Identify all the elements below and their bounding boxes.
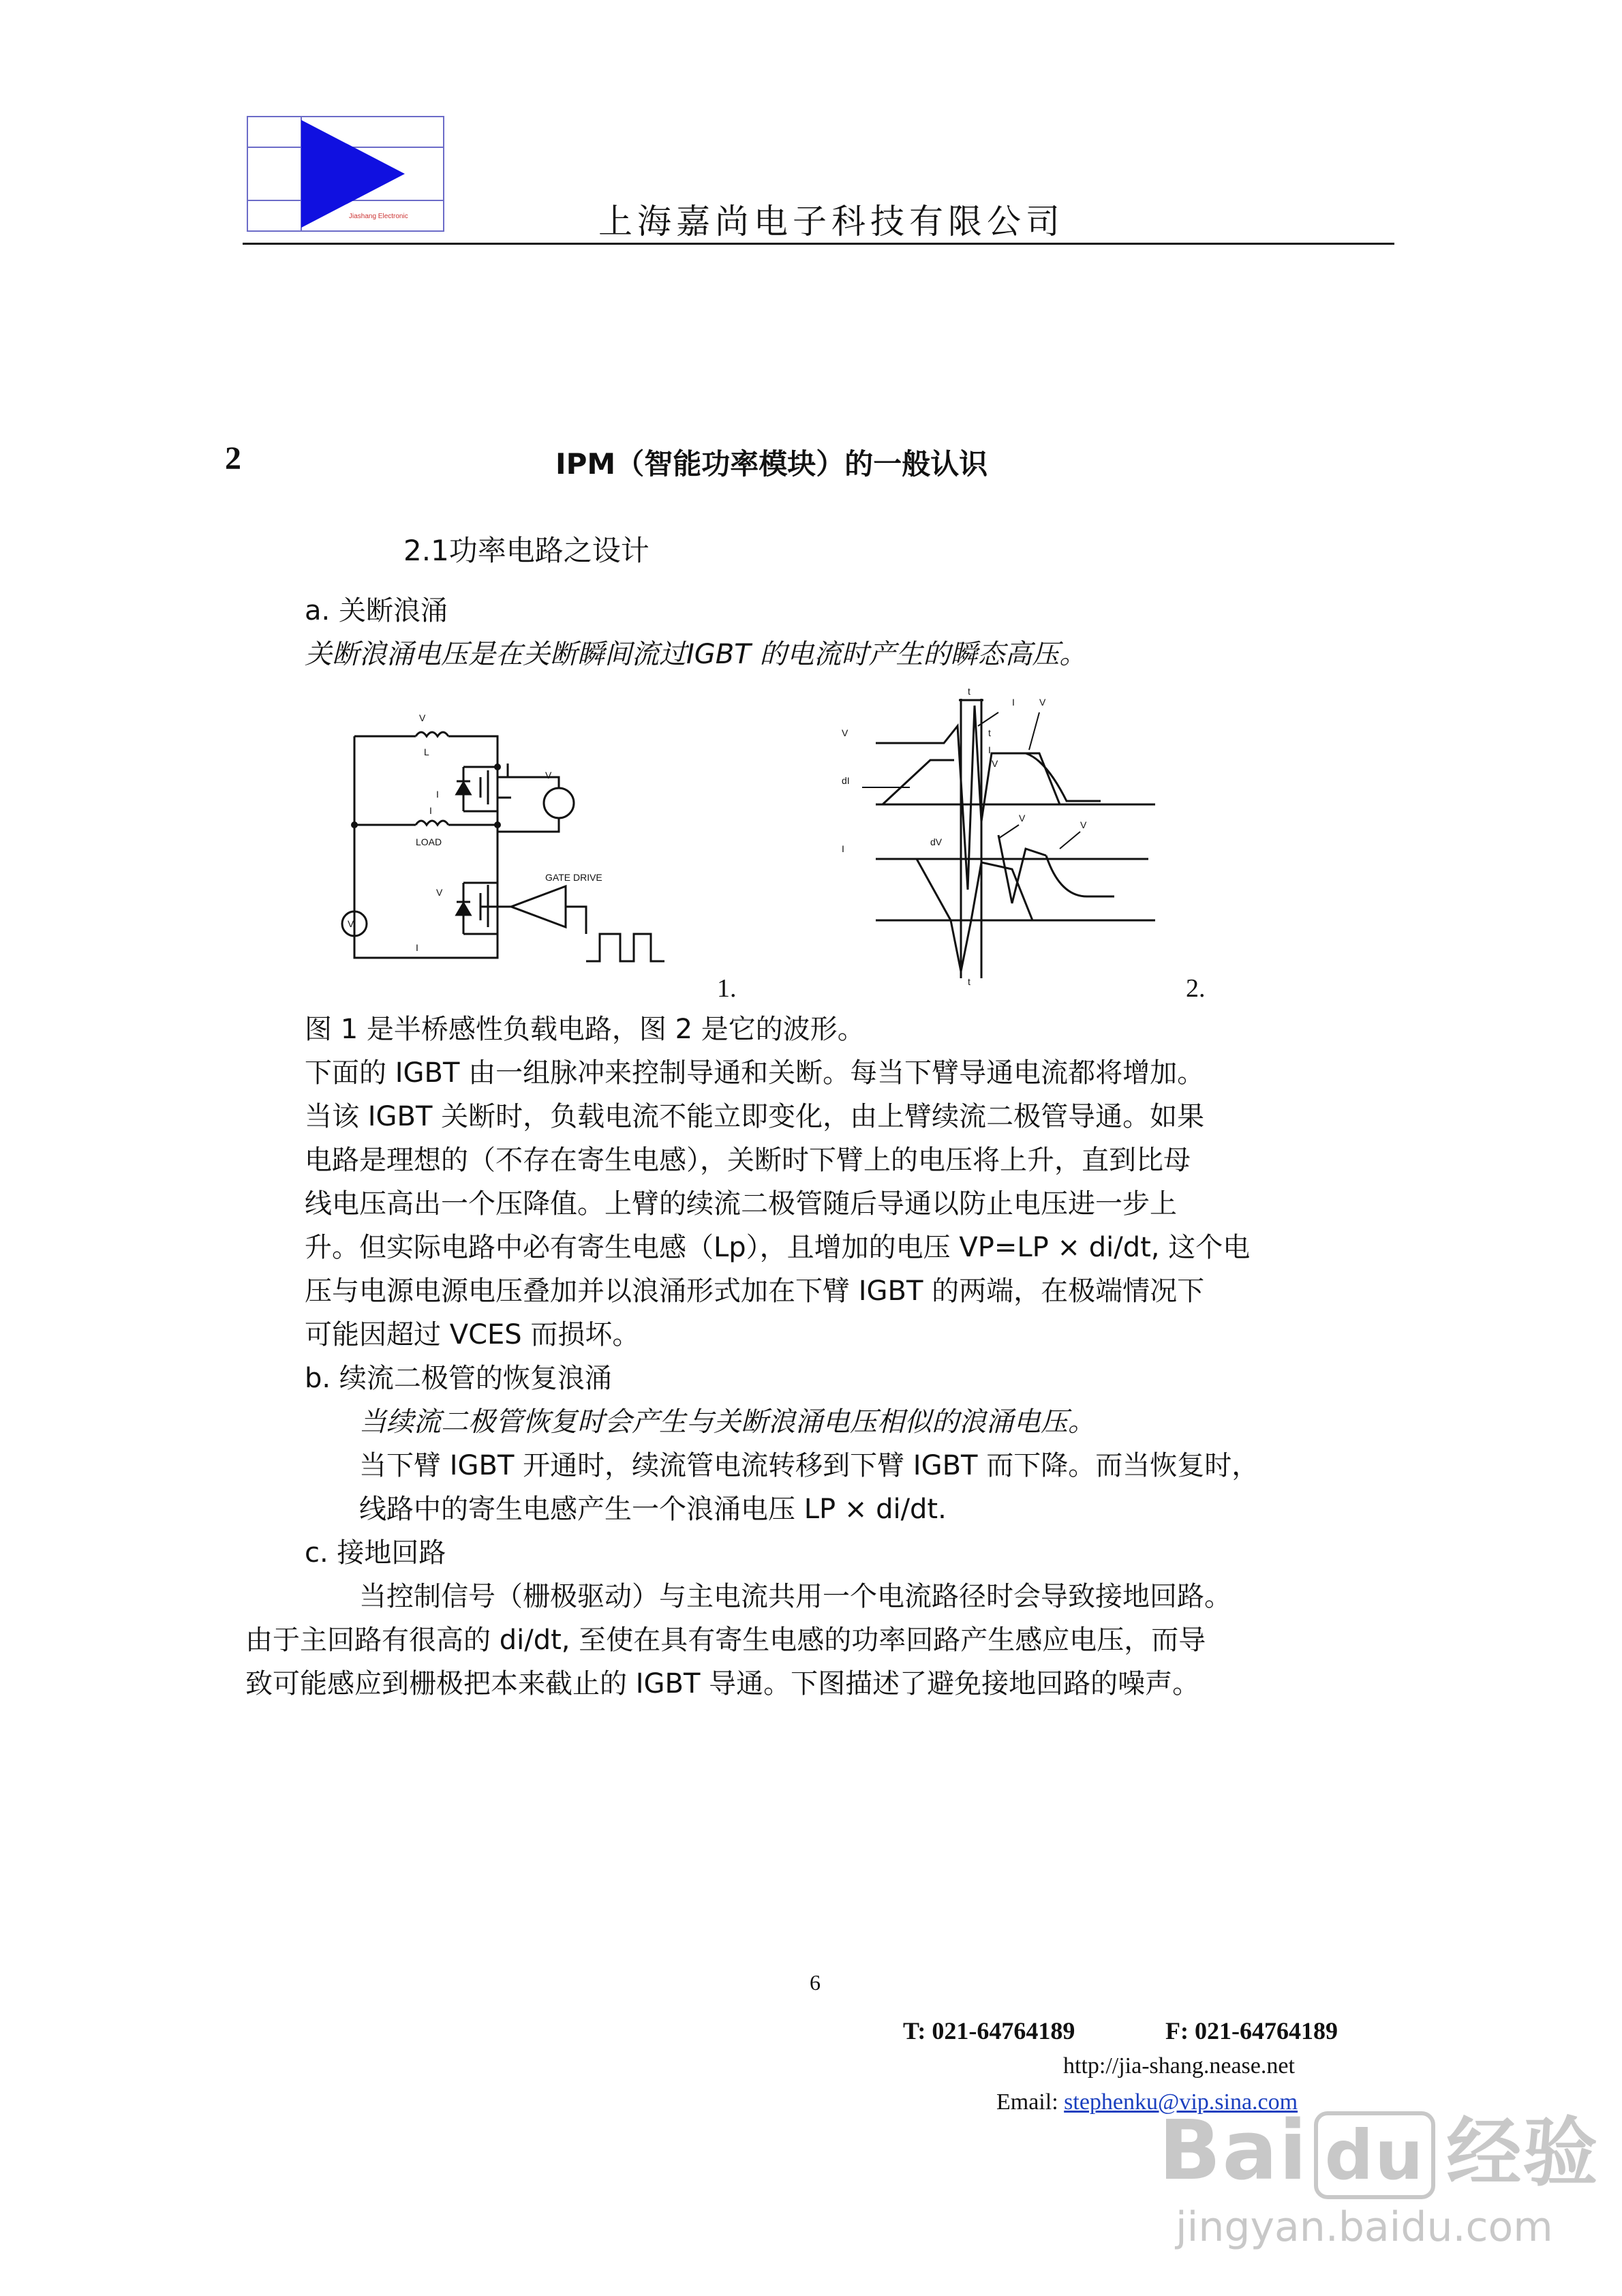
company-name: 上海嘉尚电子科技有限公司 (598, 202, 1065, 241)
svg-text:I: I (988, 744, 991, 755)
svg-text:V: V (545, 770, 552, 781)
svg-text:LOAD: LOAD (416, 836, 442, 847)
body-a-line: 压与电源电源电压叠加并以浪涌形式加在下臂 IGBT 的两端，在极端情况下 (305, 1275, 1205, 1307)
svg-text:I: I (1012, 697, 1015, 708)
body-a-line: 升。但实际电路中必有寄生电感（Lp），且增加的电压 VP=LP × di/dt, 这个电 (305, 1232, 1251, 1263)
svg-text:V: V (436, 887, 443, 898)
body-a-line: 可能因超过 VCES 而损坏。 (305, 1319, 640, 1350)
svg-text:V: V (1039, 697, 1046, 708)
item-c-line: 当控制信号（栅极驱动）与主电流共用一个电流路径时会导致接地回路。 (359, 1581, 1231, 1612)
svg-text:V: V (1019, 813, 1026, 824)
item-a-intro: 关断浪涌电压是在关断瞬间流过IGBT 的电流时产生的瞬态高压。 (305, 639, 1087, 670)
body-a-line: 图 1 是半桥感性负载电路，图 2 是它的波形。 (305, 1014, 865, 1045)
svg-text:t: t (968, 686, 970, 697)
item-c-line: 由于主回路有很高的 di/dt, 至使在具有寄生电感的功率回路产生感应电压，而导 (245, 1625, 1206, 1656)
phone-number: T: 021-64764189 (903, 2017, 1075, 2044)
svg-text:t: t (968, 976, 970, 987)
header-rule (243, 243, 1394, 245)
svg-text:V: V (842, 727, 848, 738)
item-b-intro: 当续流二极管恢复时会产生与关断浪涌电压相似的浪涌电压。 (359, 1406, 1095, 1438)
body-a-line: 电路是理想的（不存在寄生电感），关断时下臂上的电压将上升，直到比母 (305, 1145, 1191, 1176)
svg-text:I: I (429, 805, 432, 816)
svg-text:dV: dV (930, 836, 943, 847)
svg-text:t: t (988, 727, 991, 738)
baidu-watermark-logo: Bai du 经验 (1159, 2104, 1600, 2199)
company-logo (247, 116, 444, 232)
figure-2-number: 2. (1186, 974, 1206, 1003)
baidu-watermark-domain: jingyan.baidu.com (1176, 2203, 1553, 2251)
svg-text:GATE DRIVE: GATE DRIVE (545, 872, 602, 883)
svg-text:I: I (842, 843, 844, 854)
svg-text:V: V (348, 918, 354, 929)
item-b-line: 线路中的寄生电感产生一个浪涌电压 LP × di/dt. (359, 1494, 947, 1525)
subsection-title: 2.1功率电路之设计 (403, 534, 649, 567)
figure-1-number: 1. (717, 974, 737, 1003)
svg-text:V: V (1080, 819, 1087, 830)
email-label: Email: (996, 2089, 1065, 2115)
svg-text:I: I (416, 942, 418, 953)
figure-1-half-bridge-circuit (341, 702, 695, 988)
body-a-line: 当该 IGBT 关断时，负载电流不能立即变化，由上臂续流二极管导通。如果 (305, 1101, 1205, 1132)
section-number: 2 (225, 440, 241, 477)
body-a-line: 线电压高出一个压降值。上臂的续流二极管随后导通以防止电压进一步上 (305, 1188, 1177, 1220)
item-c-line: 致可能感应到栅极把本来截止的 IGBT 导通。下图描述了避免接地回路的噪声。 (245, 1668, 1200, 1700)
section-title: IPM（智能功率模块）的一般认识 (555, 447, 988, 481)
svg-text:Jiashang Electronic: Jiashang Electronic (349, 213, 408, 220)
item-a-label: a. 关断浪涌 (305, 595, 448, 626)
svg-text:dI: dI (842, 775, 850, 786)
fax-number: F: 021-64764189 (1165, 2017, 1338, 2044)
svg-text:L: L (424, 746, 429, 757)
item-b-line: 当下臂 IGBT 开通时，续流管电流转移到下臂 IGBT 而下降。而当恢复时， (359, 1450, 1259, 1481)
figure-2-waveforms (835, 685, 1162, 988)
svg-text:I: I (436, 789, 439, 800)
item-b-label: b. 续流二极管的恢复浪涌 (305, 1363, 612, 1394)
svg-text:V: V (419, 712, 426, 723)
website-url[interactable]: http://jia-shang.nease.net (1063, 2053, 1295, 2079)
item-c-label: c. 接地回路 (305, 1537, 446, 1569)
svg-text:V: V (992, 758, 998, 769)
email-link[interactable]: stephenku@vip.sina.com (1064, 2089, 1298, 2115)
body-a-line: 下面的 IGBT 由一组脉冲来控制导通和关断。每当下臂导通电流都将增加。 (305, 1057, 1205, 1089)
page-number: 6 (810, 1970, 821, 1995)
